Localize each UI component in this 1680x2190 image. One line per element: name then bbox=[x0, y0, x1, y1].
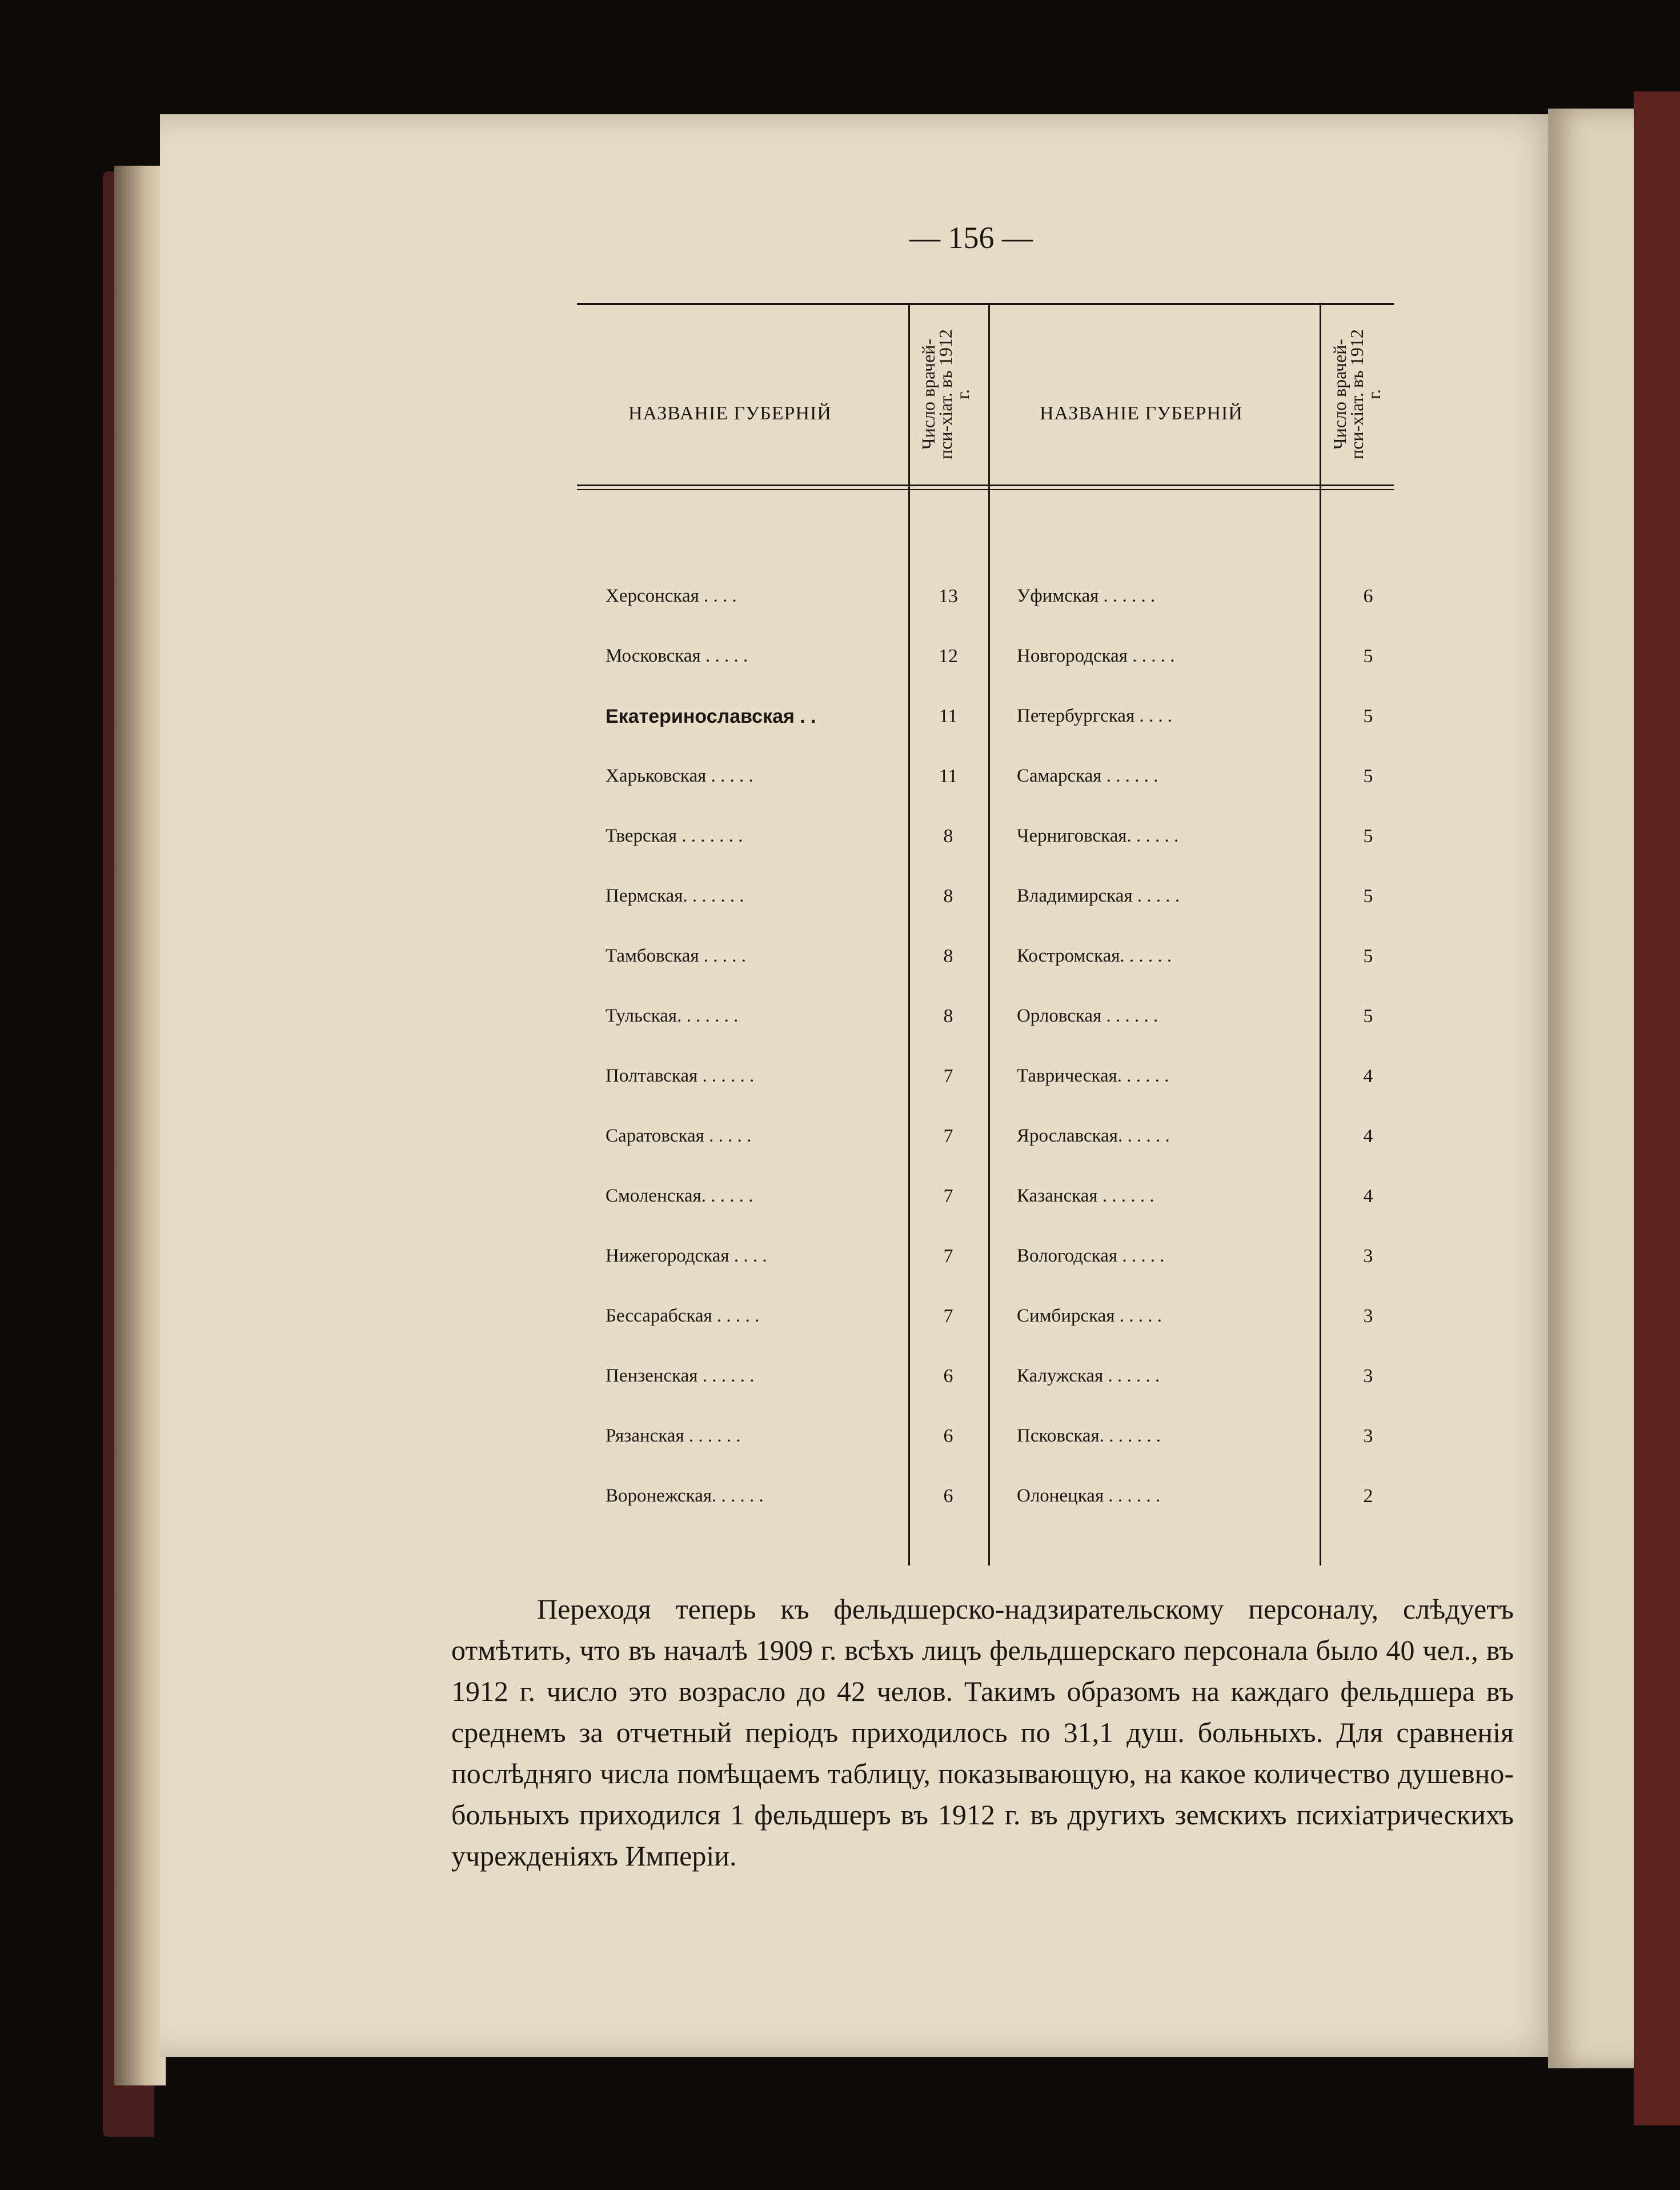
governorate-name: Нижегородская . . . . bbox=[606, 1246, 767, 1266]
table-header-rule bbox=[577, 485, 1394, 486]
column-divider-2 bbox=[988, 303, 990, 1566]
governorate-name: Ярославская. . . . . . bbox=[1017, 1126, 1170, 1146]
psychiatrist-count: 12 bbox=[939, 646, 958, 667]
page-number: — 156 — bbox=[909, 221, 1033, 255]
psychiatrist-count: 8 bbox=[943, 1006, 953, 1027]
psychiatrist-count: 5 bbox=[1363, 1006, 1373, 1027]
psychiatrist-count: 2 bbox=[1363, 1486, 1373, 1507]
psychiatrist-count: 3 bbox=[1363, 1366, 1373, 1387]
governorate-name: Орловская . . . . . . bbox=[1017, 1006, 1158, 1026]
governorate-name: Черниговская. . . . . . bbox=[1017, 826, 1179, 846]
psychiatrist-count: 5 bbox=[1363, 766, 1373, 787]
governorate-name: Тамбовская . . . . . bbox=[606, 946, 747, 966]
psychiatrist-count: 5 bbox=[1363, 886, 1373, 907]
governorate-name: Новгородская . . . . . bbox=[1017, 646, 1175, 666]
column-divider-1 bbox=[908, 303, 910, 1566]
governorate-name: Псковская. . . . . . . bbox=[1017, 1426, 1161, 1446]
psychiatrist-count: 5 bbox=[1363, 946, 1373, 967]
psychiatrist-count: 7 bbox=[943, 1126, 953, 1147]
psychiatrist-count: 8 bbox=[943, 826, 953, 847]
governorate-name: Воронежская. . . . . . bbox=[606, 1486, 764, 1506]
book-cover-right bbox=[1634, 91, 1680, 2125]
governorate-name: Калужская . . . . . . bbox=[1017, 1366, 1160, 1386]
psychiatrist-count: 6 bbox=[1363, 586, 1373, 607]
governorate-name: Пензенская . . . . . . bbox=[606, 1366, 755, 1386]
psychiatrist-count: 7 bbox=[943, 1186, 953, 1207]
governorate-name: Херсонская . . . . bbox=[606, 586, 737, 606]
governorate-name: Екатеринославская . . bbox=[606, 706, 816, 727]
header-governorate-right: НАЗВАНІЕ ГУБЕРНІЙ bbox=[1040, 403, 1243, 424]
psychiatrist-count: 3 bbox=[1363, 1426, 1373, 1447]
psychiatrist-count: 7 bbox=[943, 1306, 953, 1327]
governorate-name: Полтавская . . . . . . bbox=[606, 1066, 755, 1086]
governorate-name: Олонецкая . . . . . . bbox=[1017, 1486, 1161, 1506]
psychiatrist-count: 6 bbox=[943, 1486, 953, 1507]
governorate-name: Казанская . . . . . . bbox=[1017, 1186, 1154, 1206]
psychiatrist-count: 11 bbox=[939, 766, 958, 787]
governorate-name: Пермская. . . . . . . bbox=[606, 886, 744, 906]
psychiatrist-count: 5 bbox=[1363, 826, 1373, 847]
psychiatrist-count: 3 bbox=[1363, 1306, 1373, 1327]
table-top-rule bbox=[577, 303, 1394, 305]
psychiatrist-count: 4 bbox=[1363, 1126, 1373, 1147]
psychiatrist-count: 13 bbox=[939, 586, 958, 607]
table-header-rule-2 bbox=[577, 489, 1394, 490]
psychiatrist-count: 8 bbox=[943, 886, 953, 907]
header-count-left: Число врачей-пси-хіат. въ 1912 г. bbox=[918, 329, 973, 459]
governorate-name: Московская . . . . . bbox=[606, 646, 748, 666]
governorate-name: Таврическая. . . . . . bbox=[1017, 1066, 1169, 1086]
governorate-name: Костромская. . . . . . bbox=[1017, 946, 1172, 966]
psychiatrist-count: 5 bbox=[1363, 646, 1373, 667]
governorate-name: Рязанская . . . . . . bbox=[606, 1426, 741, 1446]
governorate-name: Смоленская. . . . . . bbox=[606, 1186, 753, 1206]
governorate-name: Симбирская . . . . . bbox=[1017, 1306, 1162, 1326]
governorate-name: Владимирская . . . . . bbox=[1017, 886, 1180, 906]
header-count-right: Число врачей-пси-хіат. въ 1912 г. bbox=[1329, 329, 1384, 459]
governorate-name: Петербургская . . . . bbox=[1017, 706, 1173, 726]
governorate-name: Тульская. . . . . . . bbox=[606, 1006, 739, 1026]
psychiatrist-count: 7 bbox=[943, 1246, 953, 1267]
governorate-name: Уфимская . . . . . . bbox=[1017, 586, 1156, 606]
psychiatrist-count: 4 bbox=[1363, 1186, 1373, 1207]
governorate-name: Вологодская . . . . . bbox=[1017, 1246, 1165, 1266]
psychiatrist-count: 3 bbox=[1363, 1246, 1373, 1267]
psychiatrist-count: 8 bbox=[943, 946, 953, 967]
governorate-name: Саратовская . . . . . bbox=[606, 1126, 752, 1146]
governorate-name: Самарская . . . . . . bbox=[1017, 766, 1158, 786]
psychiatrist-count: 11 bbox=[939, 706, 958, 727]
page-stack-edge bbox=[114, 166, 166, 2085]
column-divider-3 bbox=[1320, 303, 1321, 1566]
body-paragraph bbox=[451, 1588, 1514, 1876]
psychiatrist-count: 6 bbox=[943, 1426, 953, 1447]
psychiatrist-count: 6 bbox=[943, 1366, 953, 1387]
psychiatrist-count: 7 bbox=[943, 1066, 953, 1087]
paragraph-text: Переходя теперь къ фельдшерско-надзирательскому персоналу, слѣдуетъ отмѣтить, что въ началѣ 1909 г. всѣхъ лицъ фельдшерскаго персонала было 40 чел., въ 1912 г. число это возрасло до 42 челов. Такимъ образомъ на каждаго фельдшера въ среднемъ за отчетный періодъ приходилось по 31,1 душ. больныхъ. Для сравненія послѣдняго числа помѣщаемъ таблицу, показывающую, на какое количество душевно-больныхъ приходился 1 фельдшеръ въ 1912 г. въ другихъ земскихъ психіатрическихъ учрежденіяхъ Имперіи. bbox=[451, 1593, 1514, 1872]
governorate-name: Харьковская . . . . . bbox=[606, 766, 753, 786]
governorate-name: Бессарабская . . . . . bbox=[606, 1306, 760, 1326]
governorate-name: Тверская . . . . . . . bbox=[606, 826, 743, 846]
psychiatrist-count: 4 bbox=[1363, 1066, 1373, 1087]
header-governorate-left: НАЗВАНІЕ ГУБЕРНІЙ bbox=[628, 403, 832, 424]
governorate-table bbox=[577, 303, 1394, 1566]
psychiatrist-count: 5 bbox=[1363, 706, 1373, 727]
